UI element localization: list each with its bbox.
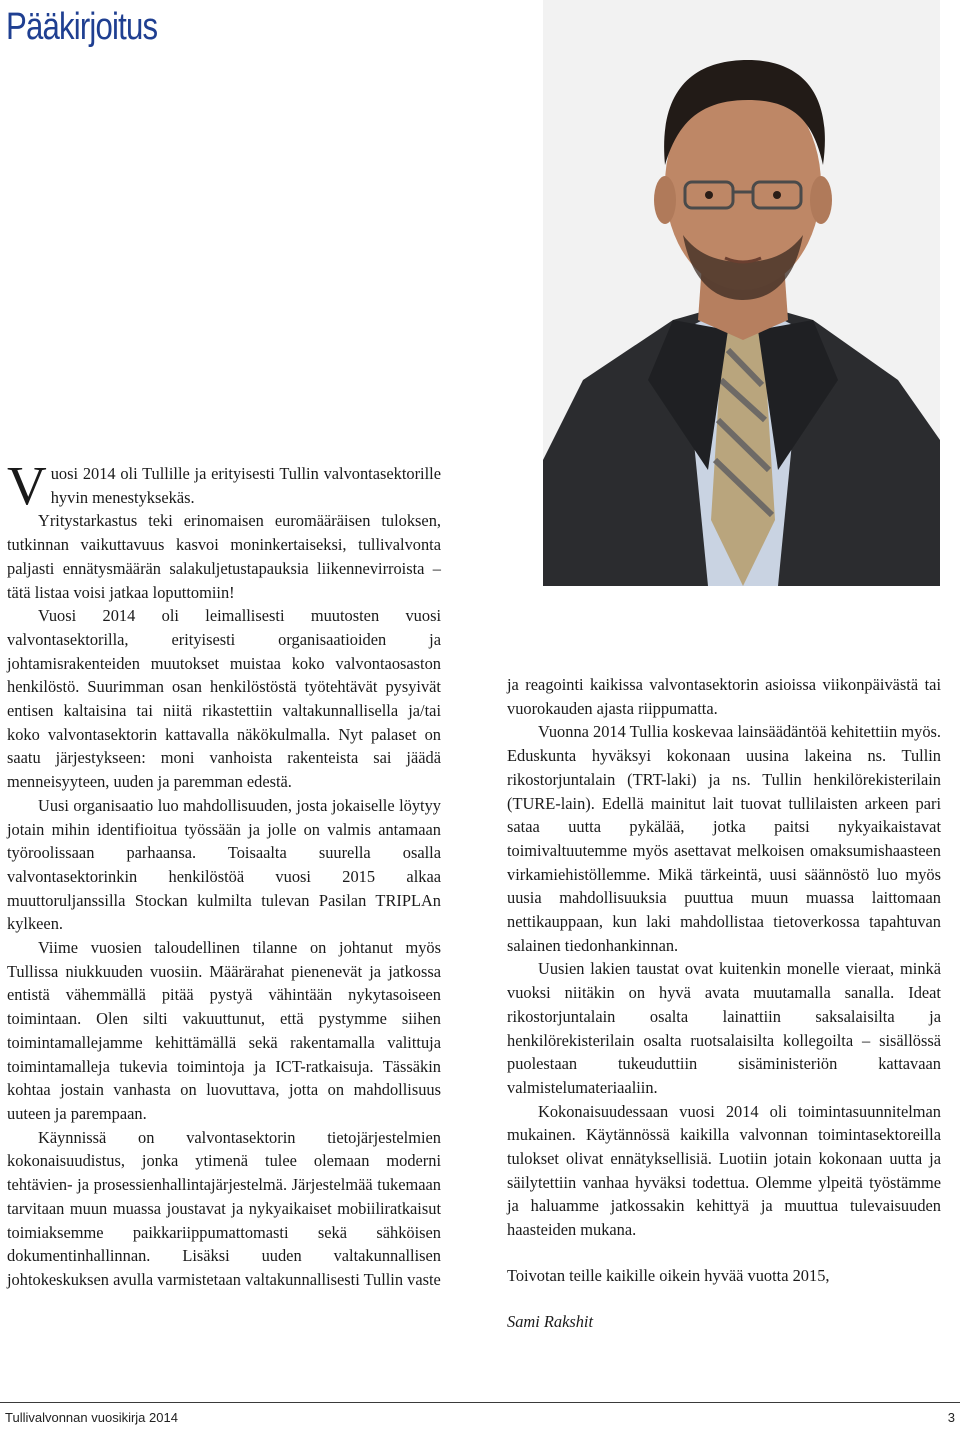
article-paragraph: Uusi organisaatio luo mahdollisuuden, josta jokaiselle löytyy jotain mihin identifioitua työssään ja jolle on valmis antamaan työroolissaan parhaansa. Toisaalta suurella osalla valvontasektorinkin henkilöstöä vuosi 2015 alkaa muuttoruljanssilla Stockan kulmilta tulevan Pasilan TRIPLAn kylkeen. <box>7 795 441 934</box>
closing-greeting: Toivotan teille kaikille oikein hyvää vuotta 2015, <box>507 1265 830 1285</box>
portrait-illustration <box>543 0 940 586</box>
page-title: Pääkirjoitus <box>6 6 158 48</box>
article-column-right <box>507 673 941 1333</box>
article-paragraph: Yritystarkastus teki erinomaisen euromääräisen tuloksen, tutkinnan vaikuttavuus kasvoi moninkertaiseksi, tullivalvonta paljasti ennätysmäärän salakuljetustapauksia liikennevirroista – tätä listaa voisi jatkaa loputtomiin! <box>7 511 441 602</box>
article-paragraph: Viime vuosien taloudellinen tilanne on johtanut myös Tullissa niukkuuden vuosiin. Määrärahat pienenevät ja jatkossa entistä vähemmällä pitää pystyä vähintään nykytasoiseen toimintaan. Olen silti vakuuttunut, että pystymme siihen toimintamallejamme kehittämällä sekä rakentamalla valittuja toimintamalleja tukevia toimintoja ja ICT-ratkaisuja. Tässäkin kohtaa jostain vanhasta on luovuttava, jotta on mahdollisuus uuteen ja parempaan. <box>7 938 441 1123</box>
author-portrait <box>543 0 940 586</box>
article-paragraph: Vuonna 2014 Tullia koskevaa lainsäädäntöä kehitettiin myös. Eduskunta hyväksyi kokonaan uusina lakeina ns. Tullin rikostorjuntalain (TRT-laki) ja ns. Tullin henkilörekisterilain (TURE-lain). Edellä mainitut lait tuovat tullilaisten arkeen pari sataa uutta pykälää, jotka paitsi nykyaikaistavat toimivaltuutemme myös asettavat melkoisen omaksumishaasteen virkamiehistöllemme. Mikä tärkeintä, uusi säännöstö luo myös uusia mahdollisuuksia puuttua muun muassa laittomaan nettikauppaan, kun laki mahdollistaa tietoverkossa tapahtuvan salainen tiedonhankinnan. <box>507 722 941 955</box>
article-paragraph: Uusien lakien taustat ovat kuitenkin monelle vieraat, minkä vuoksi niitäkin on hyvä avata muutamalla sanalla. Ideat rikostorjuntalain osalta lainattiin saksalaisilta ja henkilörekisterilain osalta ruotsalaisilta kollegoilta – sisällössä puolestaan tukeuduttiin sisäministeriön kattavaan valmistelumateriaaliin. <box>507 959 941 1097</box>
article-paragraph: Käynnissä on valvontasektorin tietojärjestelmien kokonaisuudistus, jonka ytimenä tulee olemaan moderni tehtävien- ja prosessienhallintajärjestelmä. Järjestelmää tukemaan tarvitaan muun muassa joustavat ja nykyaikaiset mobiiliratkaisut toimiaksemme paikkariippumattomasti sekä sähköisen dokumentinhallinnan. Lisäksi uuden valtakunnallisen johtokeskuksen avulla varmistetaan valtakunnallisesti Tullin vaste <box>7 1127 441 1289</box>
article-column-left <box>7 455 441 1292</box>
author-signature: Sami Rakshit <box>507 1311 594 1331</box>
lead-paragraph <box>7 455 441 516</box>
lead-text: uosi 2014 oli Tullille ja erityisesti Tullin valvontasektorille hyvin menestyksekäs. <box>50 464 441 507</box>
page-number: 3 <box>947 1410 955 1425</box>
publication-name: Tullivalvonnan vuosikirja 2014 <box>5 1410 178 1425</box>
dropcap-letter: V <box>7 455 47 516</box>
footer-divider <box>0 1402 960 1403</box>
article-paragraph: Kokonaisuudessaan vuosi 2014 oli toimintasuunnitelman mukainen. Käytännössä kaikilla valvonnan toimintasektoreilla tulokset olivat ennätyksellisiä. Luotiin jotain kokonaan uutta ja säilytettiin vanhaa hyväksi todettua. Olemme ylpeitä työstämme ja haluamme jatkossakin kehittyä ja muuttua tulevaisuuden haasteiden mukana. <box>507 1101 941 1240</box>
article-paragraph: ja reagointi kaikissa valvontasektorin asioissa viikonpäivästä tai vuorokauden ajasta riippumatta. <box>507 675 941 718</box>
article-paragraph: Vuosi 2014 oli leimallisesti muutosten vuosi valvontasektorilla, erityisesti organisaatioiden ja johtamisrakenteiden muutokset muistaa koko valvontaosaston henkilöstö. Suurimman osan henkilöstöstä työtehtävät pysyivät entisen kaltaisina tai niitä rikastettiin valtakunnallisella ja/tai koko valvontasektorin kattavalla näkökulmalla. Nyt palaset on saatu järjestykseen: moni vanhoista rakenteista sai jäädä menneisyyteen, uuden ja paremman edestä. <box>7 606 441 792</box>
